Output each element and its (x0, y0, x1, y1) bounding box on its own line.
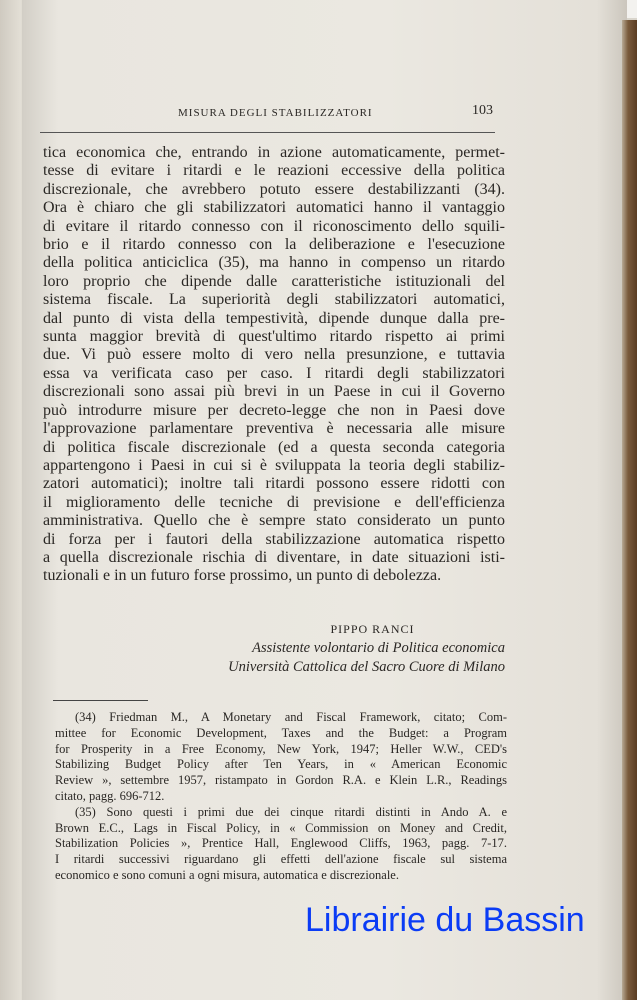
text-line: sistema fiscale. La superiorità degli stabilizzatori automatici, (43, 291, 505, 309)
footnote-line: mittee for Economic Development, Taxes and the Budget: a Program (55, 725, 507, 740)
text-line: discrezionale, che avrebbero potuto essere destabilizzanti (34). (43, 180, 505, 198)
footnotes (55, 710, 507, 884)
signature-block (200, 620, 505, 677)
footnote-line: Stabilizing Budget Policy after Ten Years, in « American Economic (55, 757, 507, 772)
text-line: può introdurre misure per decreto-legge che non in Paesi dove (43, 401, 505, 419)
author-name: PIPPO RANCI (330, 622, 415, 636)
body-text (43, 144, 505, 586)
footnote (55, 805, 507, 884)
text-line: Ora è chiaro che gli stabilizzatori automatici hanno il vantaggio (43, 199, 505, 217)
text-line: tesse di evitare i ritardi e le reazioni eccessive della politica (43, 162, 505, 180)
text-line: a quella discrezionale rischia di diventare, in date situazioni isti- (43, 548, 505, 566)
footnote-line: economico e sono comuni a ogni misura, automatica e discrezionale. (55, 867, 399, 882)
text-line: di politica fiscale discrezionale (ed a questa seconda categoria (43, 438, 505, 456)
page-number: 103 (472, 103, 493, 118)
footnote-line: (35) Sono questi i primi due dei cinque ritardi distinti in Ando A. e (75, 804, 507, 819)
text-line: amministrativa. Quello che è sempre stato considerato un punto (43, 512, 505, 530)
text-line: zatori automatici); inoltre tali ritardi possono essere ridotti con (43, 475, 505, 493)
footnote-line: (34) Friedman M., A Monetary and Fiscal Framework, citato; Com- (75, 710, 507, 724)
text-line: della politica anticiclica (35), ma hanno in compenso un ritardo (43, 254, 505, 272)
text-line: essa va verificata caso per caso. I ritardi degli stabilizzatori (43, 364, 505, 382)
text-line: loro proprio che dipende dalle caratteristiche istituzionali del (43, 272, 505, 290)
text-line: il miglioramento delle tecniche di previsione e dell'efficienza (43, 493, 505, 511)
text-line: appartengono i Paesi in cui si è sviluppata la teoria degli stabiliz- (43, 456, 505, 474)
text-line: di forza per i fautori della stabilizzazione automatica rispetto (43, 530, 505, 548)
watermark: Librairie du Bassin (305, 901, 585, 939)
footnote-line: Stabilization Policies », Prentice Hall, Englewood Cliffs, 1963, pagg. 7-17. (55, 836, 507, 851)
running-title: MISURA DEGLI STABILIZZATORI (178, 107, 373, 119)
footnote-line: citato, pagg. 696-712. (55, 788, 165, 803)
text-line: discrezionali sono assai più brevi in un Paese in cui il Governo (43, 383, 505, 401)
text-line: di evitare il ritardo connesso con il riconoscimento dello squili- (43, 217, 505, 235)
text-line: due. Vi può essere molto di vero nella presunzione, e tuttavia (43, 346, 505, 364)
text-line: tica economica che, entrando in azione automaticamente, permet- (43, 144, 505, 161)
footnote-line: I ritardi successivi riguardano gli effetti dell'azione fiscale sul sistema (55, 852, 507, 867)
text-line: tuzionali e in un futuro forse prossimo, un punto di debolezza. (43, 567, 442, 585)
author-institution: Università Cattolica del Sacro Cuore di Milano (228, 659, 505, 675)
book-spine (622, 20, 637, 1000)
text-line: l'approvazione parlamentare preventiva è necessaria alle misure (43, 420, 505, 438)
text-line: dal punto di vista della tempestività, dipende dunque dalla pre- (43, 309, 505, 327)
footnote (55, 710, 507, 805)
author-role: Assistente volontario di Politica economica (252, 640, 505, 656)
text-line: sunta maggior brevità di quest'ultimo ritardo rispetto ai primi (43, 328, 505, 346)
footnote-line: Review », settembre 1957, ristampato in Gordon R.A. e Klein L.R., Readings (55, 773, 507, 788)
footnote-separator (53, 700, 148, 701)
footnote-line: for Prosperity in a Free Economy, New York, 1947; Heller W.W., CED's (55, 741, 507, 756)
footnote-line: Brown E.C., Lags in Fiscal Policy, in « Commission on Money and Credit, (55, 820, 507, 835)
page-header (40, 100, 495, 133)
text-line: brio e il ritardo connesso con la deliberazione e l'esecuzione (43, 236, 505, 254)
